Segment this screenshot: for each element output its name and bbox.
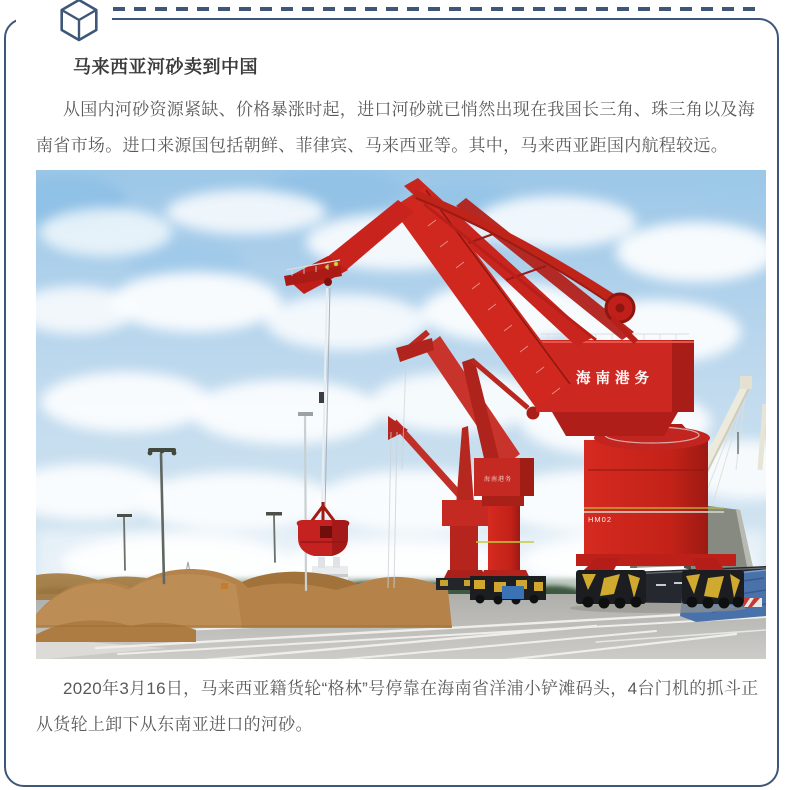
port-crane-photo <box>36 170 766 659</box>
article-body <box>6 20 800 743</box>
striped-marker <box>744 598 762 607</box>
crane-label: 海南港务 <box>576 371 654 387</box>
photo-caption: 2020年3月16日，马来西亚籍货轮“格林”号停靠在海南省洋浦小铲滩码头，4台门机的抓斗正从货轮上卸下从东南亚进口的河砂。 <box>36 679 759 734</box>
crane-label-small: 海南港务 <box>483 477 513 483</box>
dashed-divider <box>113 7 759 11</box>
crane-code: HM02 <box>588 515 613 524</box>
article-title: 马来西亚河砂卖到中国 <box>73 57 258 77</box>
article-paragraph: 从国内河砂资源紧缺、价格暴涨时起，进口河砂就已悄然出现在我国长三角、珠三角以及海南省市场。进口来源国包括朝鲜、菲律宾、马来西亚等。其中，马来西亚距国内航程较远。 <box>36 100 755 155</box>
